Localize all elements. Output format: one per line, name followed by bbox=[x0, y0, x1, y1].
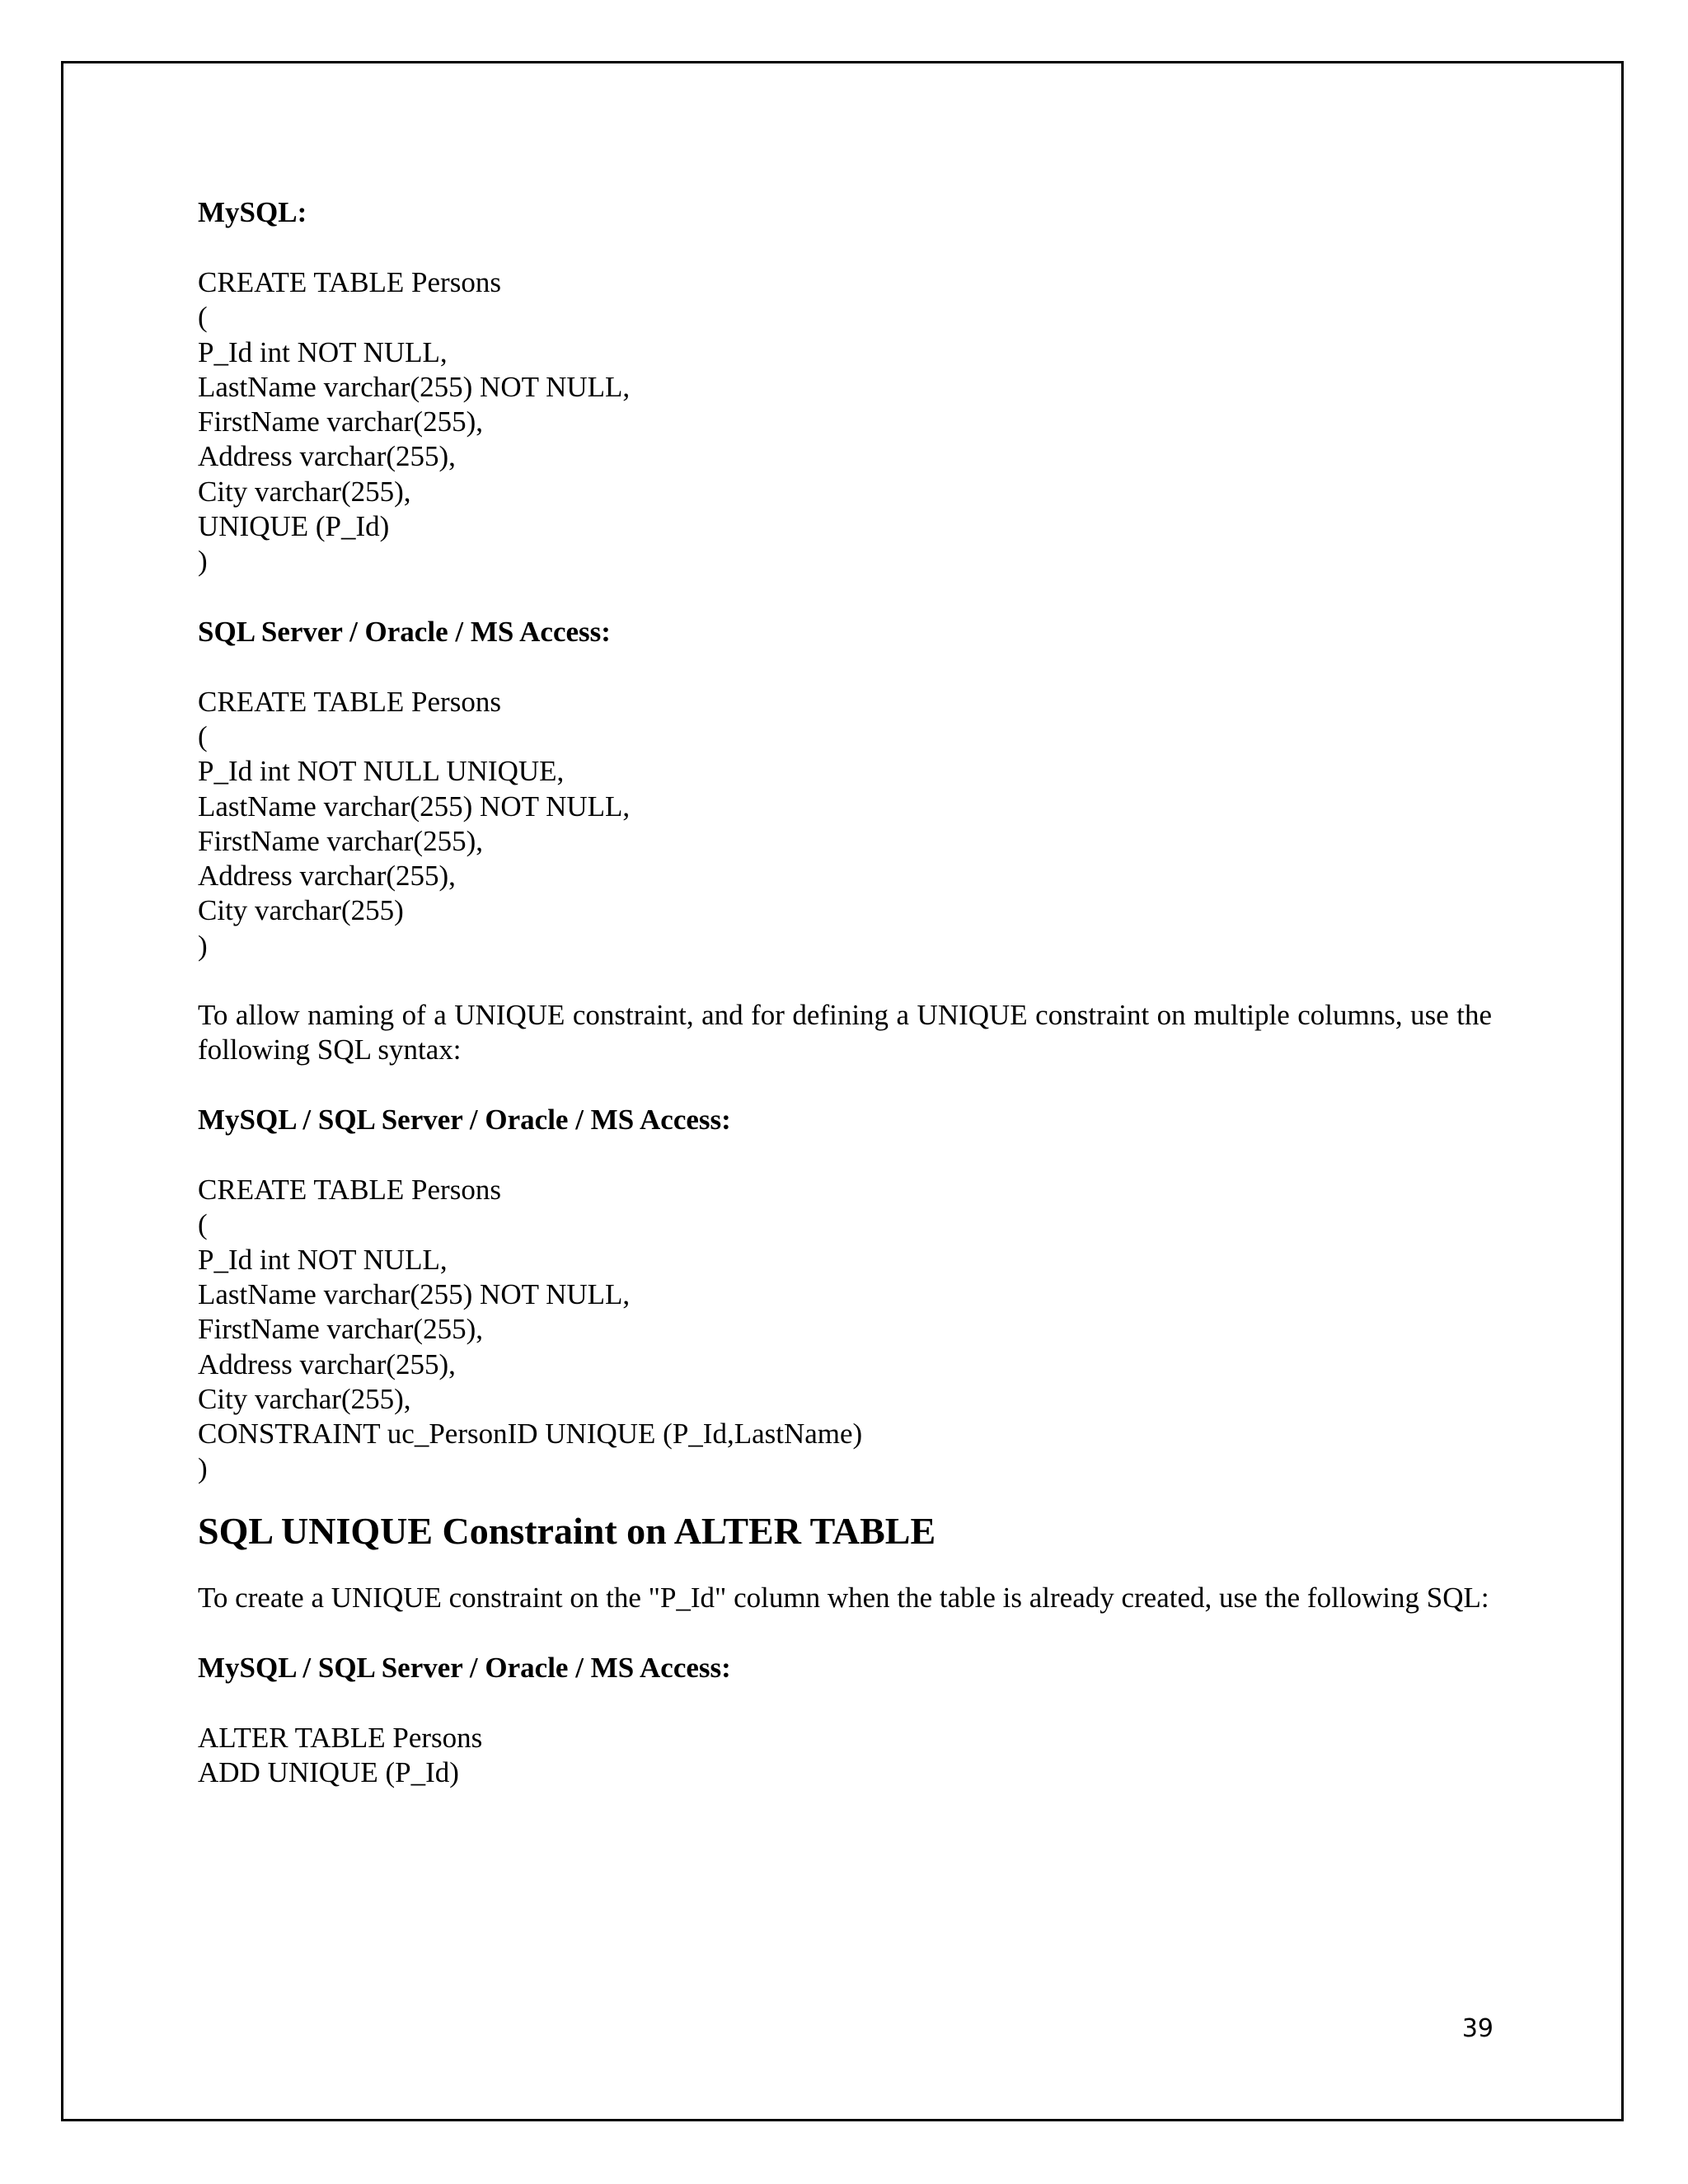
code-line: ) bbox=[198, 545, 208, 578]
code-block-sqlserver bbox=[198, 685, 1492, 963]
code-line: FirstName varchar(255), bbox=[198, 824, 483, 857]
code-line: City varchar(255), bbox=[198, 1382, 411, 1415]
code-line: ( bbox=[198, 1208, 208, 1241]
code-line: FirstName varchar(255), bbox=[198, 1313, 483, 1346]
code-line: UNIQUE (P_Id) bbox=[198, 510, 390, 543]
code-line: CREATE TABLE Persons bbox=[198, 685, 501, 718]
section-title: SQL UNIQUE Constraint on ALTER TABLE bbox=[198, 1509, 936, 1552]
code-block-mysql bbox=[198, 265, 1492, 579]
code-line: Address varchar(255), bbox=[198, 1347, 456, 1380]
code-line: P_Id int NOT NULL, bbox=[198, 1243, 448, 1276]
code-line: P_Id int NOT NULL UNIQUE, bbox=[198, 755, 565, 788]
heading-sqlserver-oracle-access: SQL Server / Oracle / MS Access: bbox=[198, 615, 611, 648]
code-line: City varchar(255) bbox=[198, 894, 404, 927]
code-line: LastName varchar(255) NOT NULL, bbox=[198, 370, 631, 403]
code-line: LastName varchar(255) NOT NULL, bbox=[198, 790, 631, 823]
code-line: FirstName varchar(255), bbox=[198, 405, 483, 438]
heading-all-databases: MySQL / SQL Server / Oracle / MS Access: bbox=[198, 1104, 731, 1137]
code-line: City varchar(255), bbox=[198, 475, 411, 508]
code-line: CREATE TABLE Persons bbox=[198, 266, 501, 298]
heading-mysql: MySQL: bbox=[198, 196, 307, 228]
code-line: ) bbox=[198, 1452, 208, 1485]
code-line: LastName varchar(255) NOT NULL, bbox=[198, 1277, 631, 1310]
code-line: CONSTRAINT uc_PersonID UNIQUE (P_Id,LastName) bbox=[198, 1418, 863, 1451]
page-number: 39 bbox=[1461, 2014, 1493, 2043]
paragraph-naming-unique: To allow naming of a UNIQUE constraint, and for defining a UNIQUE constraint on multiple columns, use the following SQL syntax: bbox=[198, 999, 1492, 1066]
code-line: Address varchar(255), bbox=[198, 860, 456, 893]
code-line: ADD UNIQUE (P_Id) bbox=[198, 1756, 459, 1789]
code-line: ALTER TABLE Persons bbox=[198, 1721, 483, 1754]
code-line: ) bbox=[198, 929, 208, 962]
code-line: ( bbox=[198, 719, 208, 752]
heading-alter-all-databases: MySQL / SQL Server / Oracle / MS Access: bbox=[198, 1651, 731, 1684]
page-content bbox=[198, 194, 1492, 1790]
code-line: ( bbox=[198, 301, 208, 334]
code-block-named-constraint bbox=[198, 1173, 1492, 1487]
code-line: Address varchar(255), bbox=[198, 440, 456, 473]
code-line: CREATE TABLE Persons bbox=[198, 1174, 501, 1207]
paragraph-alter-table: To create a UNIQUE constraint on the "P_Id" column when the table is already created, use the following SQL: bbox=[198, 1581, 1489, 1614]
code-block-alter-table bbox=[198, 1721, 1492, 1791]
code-line: P_Id int NOT NULL, bbox=[198, 335, 448, 368]
